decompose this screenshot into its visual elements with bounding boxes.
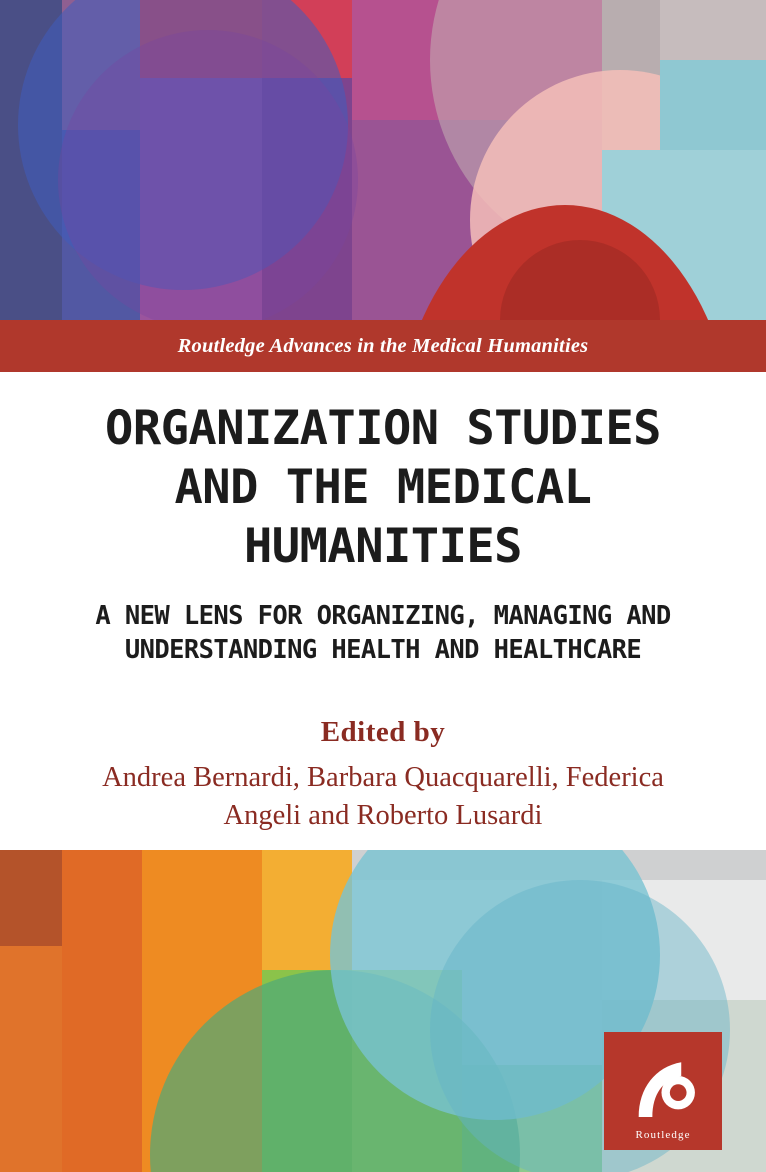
art-shape-circle	[58, 30, 358, 320]
series-title: Routledge Advances in the Medical Humanities	[177, 334, 589, 357]
art-shape-block	[0, 946, 62, 1172]
book-title: ORGANIZATION STUDIES AND THE MEDICAL HUMANITIES	[105, 401, 661, 574]
cover-artwork-bottom	[0, 850, 766, 1172]
edited-by-label: Edited by	[320, 715, 446, 748]
series-banner	[0, 320, 766, 372]
art-shape-column	[62, 850, 142, 1172]
publisher-name: Routledge	[635, 1129, 691, 1141]
editors-list: Andrea Bernardi, Barbara Quacquarelli, Federica Angeli and Roberto Lusardi	[102, 761, 664, 832]
cover-artwork-top	[0, 0, 766, 320]
routledge-logo	[604, 1032, 722, 1150]
book-subtitle: A NEW LENS FOR ORGANIZING, MANAGING AND UNDERSTANDING HEALTH AND HEALTHCARE	[95, 601, 671, 665]
cover-text-area	[0, 372, 766, 850]
routledge-emblem-icon	[625, 1044, 701, 1120]
